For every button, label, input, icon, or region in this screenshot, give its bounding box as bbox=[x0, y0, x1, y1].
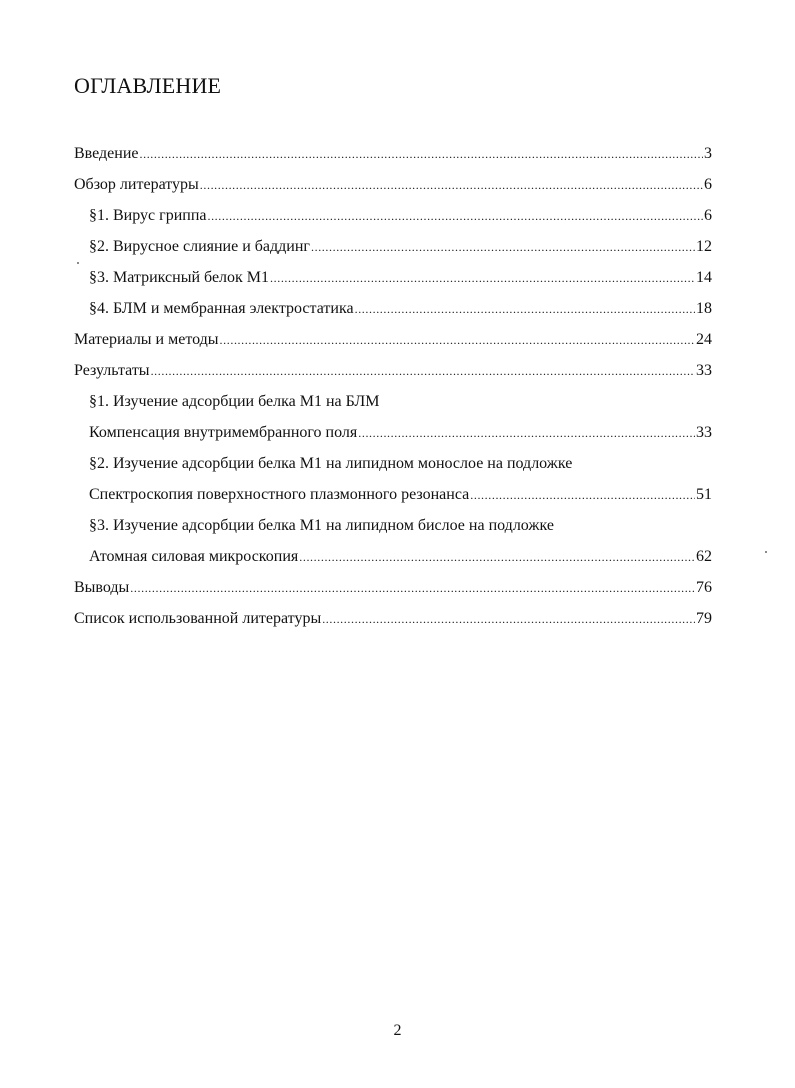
toc-entry-conclusions[interactable] bbox=[74, 572, 712, 603]
toc-entry-results-section-3-heading[interactable] bbox=[74, 510, 712, 541]
toc-entry-results-section-1[interactable] bbox=[74, 417, 712, 448]
toc-page: 12 bbox=[696, 238, 712, 255]
toc-page: 18 bbox=[696, 300, 712, 317]
page-number: 2 bbox=[393, 1022, 402, 1039]
toc-page: 33 bbox=[696, 424, 712, 441]
toc-entry-results-section-2[interactable] bbox=[74, 479, 712, 510]
toc-entry-literature[interactable] bbox=[74, 169, 712, 200]
toc-page: 79 bbox=[696, 610, 712, 627]
toc-label: §3. Изучение адсорбции белка М1 на липидном бислое на подложке bbox=[89, 517, 554, 534]
table-of-contents bbox=[74, 138, 712, 634]
toc-page: 6 bbox=[704, 207, 712, 224]
toc-page: 24 bbox=[696, 331, 712, 348]
dot-leader bbox=[470, 480, 695, 511]
toc-label: Выводы bbox=[74, 579, 130, 596]
dot-leader bbox=[355, 294, 695, 325]
dot-leader bbox=[200, 170, 703, 201]
dot-leader bbox=[322, 604, 695, 635]
toc-entry-methods[interactable] bbox=[74, 324, 712, 355]
toc-label: Результаты bbox=[74, 362, 150, 379]
toc-label: Обзор литературы bbox=[74, 176, 199, 193]
toc-entry-intro[interactable] bbox=[74, 138, 712, 169]
toc-label: §4. БЛМ и мембранная электростатика bbox=[89, 300, 354, 317]
toc-page: 76 bbox=[696, 579, 712, 596]
toc-entry-results[interactable] bbox=[74, 355, 712, 386]
toc-label: §1. Изучение адсорбции белка М1 на БЛМ bbox=[89, 393, 380, 410]
toc-page: 33 bbox=[696, 362, 712, 379]
scan-speck bbox=[77, 262, 79, 264]
dot-leader bbox=[299, 542, 695, 573]
dot-leader bbox=[270, 263, 695, 294]
scan-speck bbox=[765, 551, 767, 553]
toc-label: Материалы и методы bbox=[74, 331, 219, 348]
toc-entry-results-section-2-heading[interactable] bbox=[74, 448, 712, 479]
dot-leader bbox=[207, 201, 703, 232]
toc-entry-lit-section-3[interactable] bbox=[74, 262, 712, 293]
dot-leader bbox=[220, 325, 695, 356]
toc-entry-lit-section-2[interactable] bbox=[74, 231, 712, 262]
toc-page: 51 bbox=[696, 486, 712, 503]
dot-leader bbox=[311, 232, 695, 263]
toc-page: 3 bbox=[704, 145, 712, 162]
toc-label: §3. Матриксный белок М1 bbox=[89, 269, 270, 286]
dot-leader bbox=[358, 418, 695, 449]
toc-label: Список использованной литературы bbox=[74, 610, 322, 627]
toc-entry-results-section-1-heading[interactable] bbox=[74, 386, 712, 417]
dot-leader bbox=[151, 356, 695, 387]
toc-page: 14 bbox=[696, 269, 712, 286]
toc-label: Атомная силовая микроскопия bbox=[89, 548, 299, 565]
toc-label: §2. Изучение адсорбции белка М1 на липидном монослое на подложке bbox=[89, 455, 573, 472]
toc-label: §2. Вирусное слияние и баддинг bbox=[89, 238, 310, 255]
toc-page: 6 bbox=[704, 176, 712, 193]
toc-label: Спектроскопия поверхностного плазмонного резонанса bbox=[89, 486, 470, 503]
page-title: ОГЛАВЛЕНИЕ bbox=[74, 73, 222, 98]
toc-entry-references[interactable] bbox=[74, 603, 712, 634]
dot-leader bbox=[130, 573, 695, 604]
toc-label: §1. Вирус гриппа bbox=[89, 207, 207, 224]
toc-entry-lit-section-4[interactable] bbox=[74, 293, 712, 324]
toc-label: Введение bbox=[74, 145, 139, 162]
dot-leader bbox=[140, 139, 704, 170]
toc-label: Компенсация внутримембранного поля bbox=[89, 424, 358, 441]
toc-page: 62 bbox=[696, 548, 712, 565]
toc-entry-lit-section-1[interactable] bbox=[74, 200, 712, 231]
toc-entry-results-section-3[interactable] bbox=[74, 541, 712, 572]
